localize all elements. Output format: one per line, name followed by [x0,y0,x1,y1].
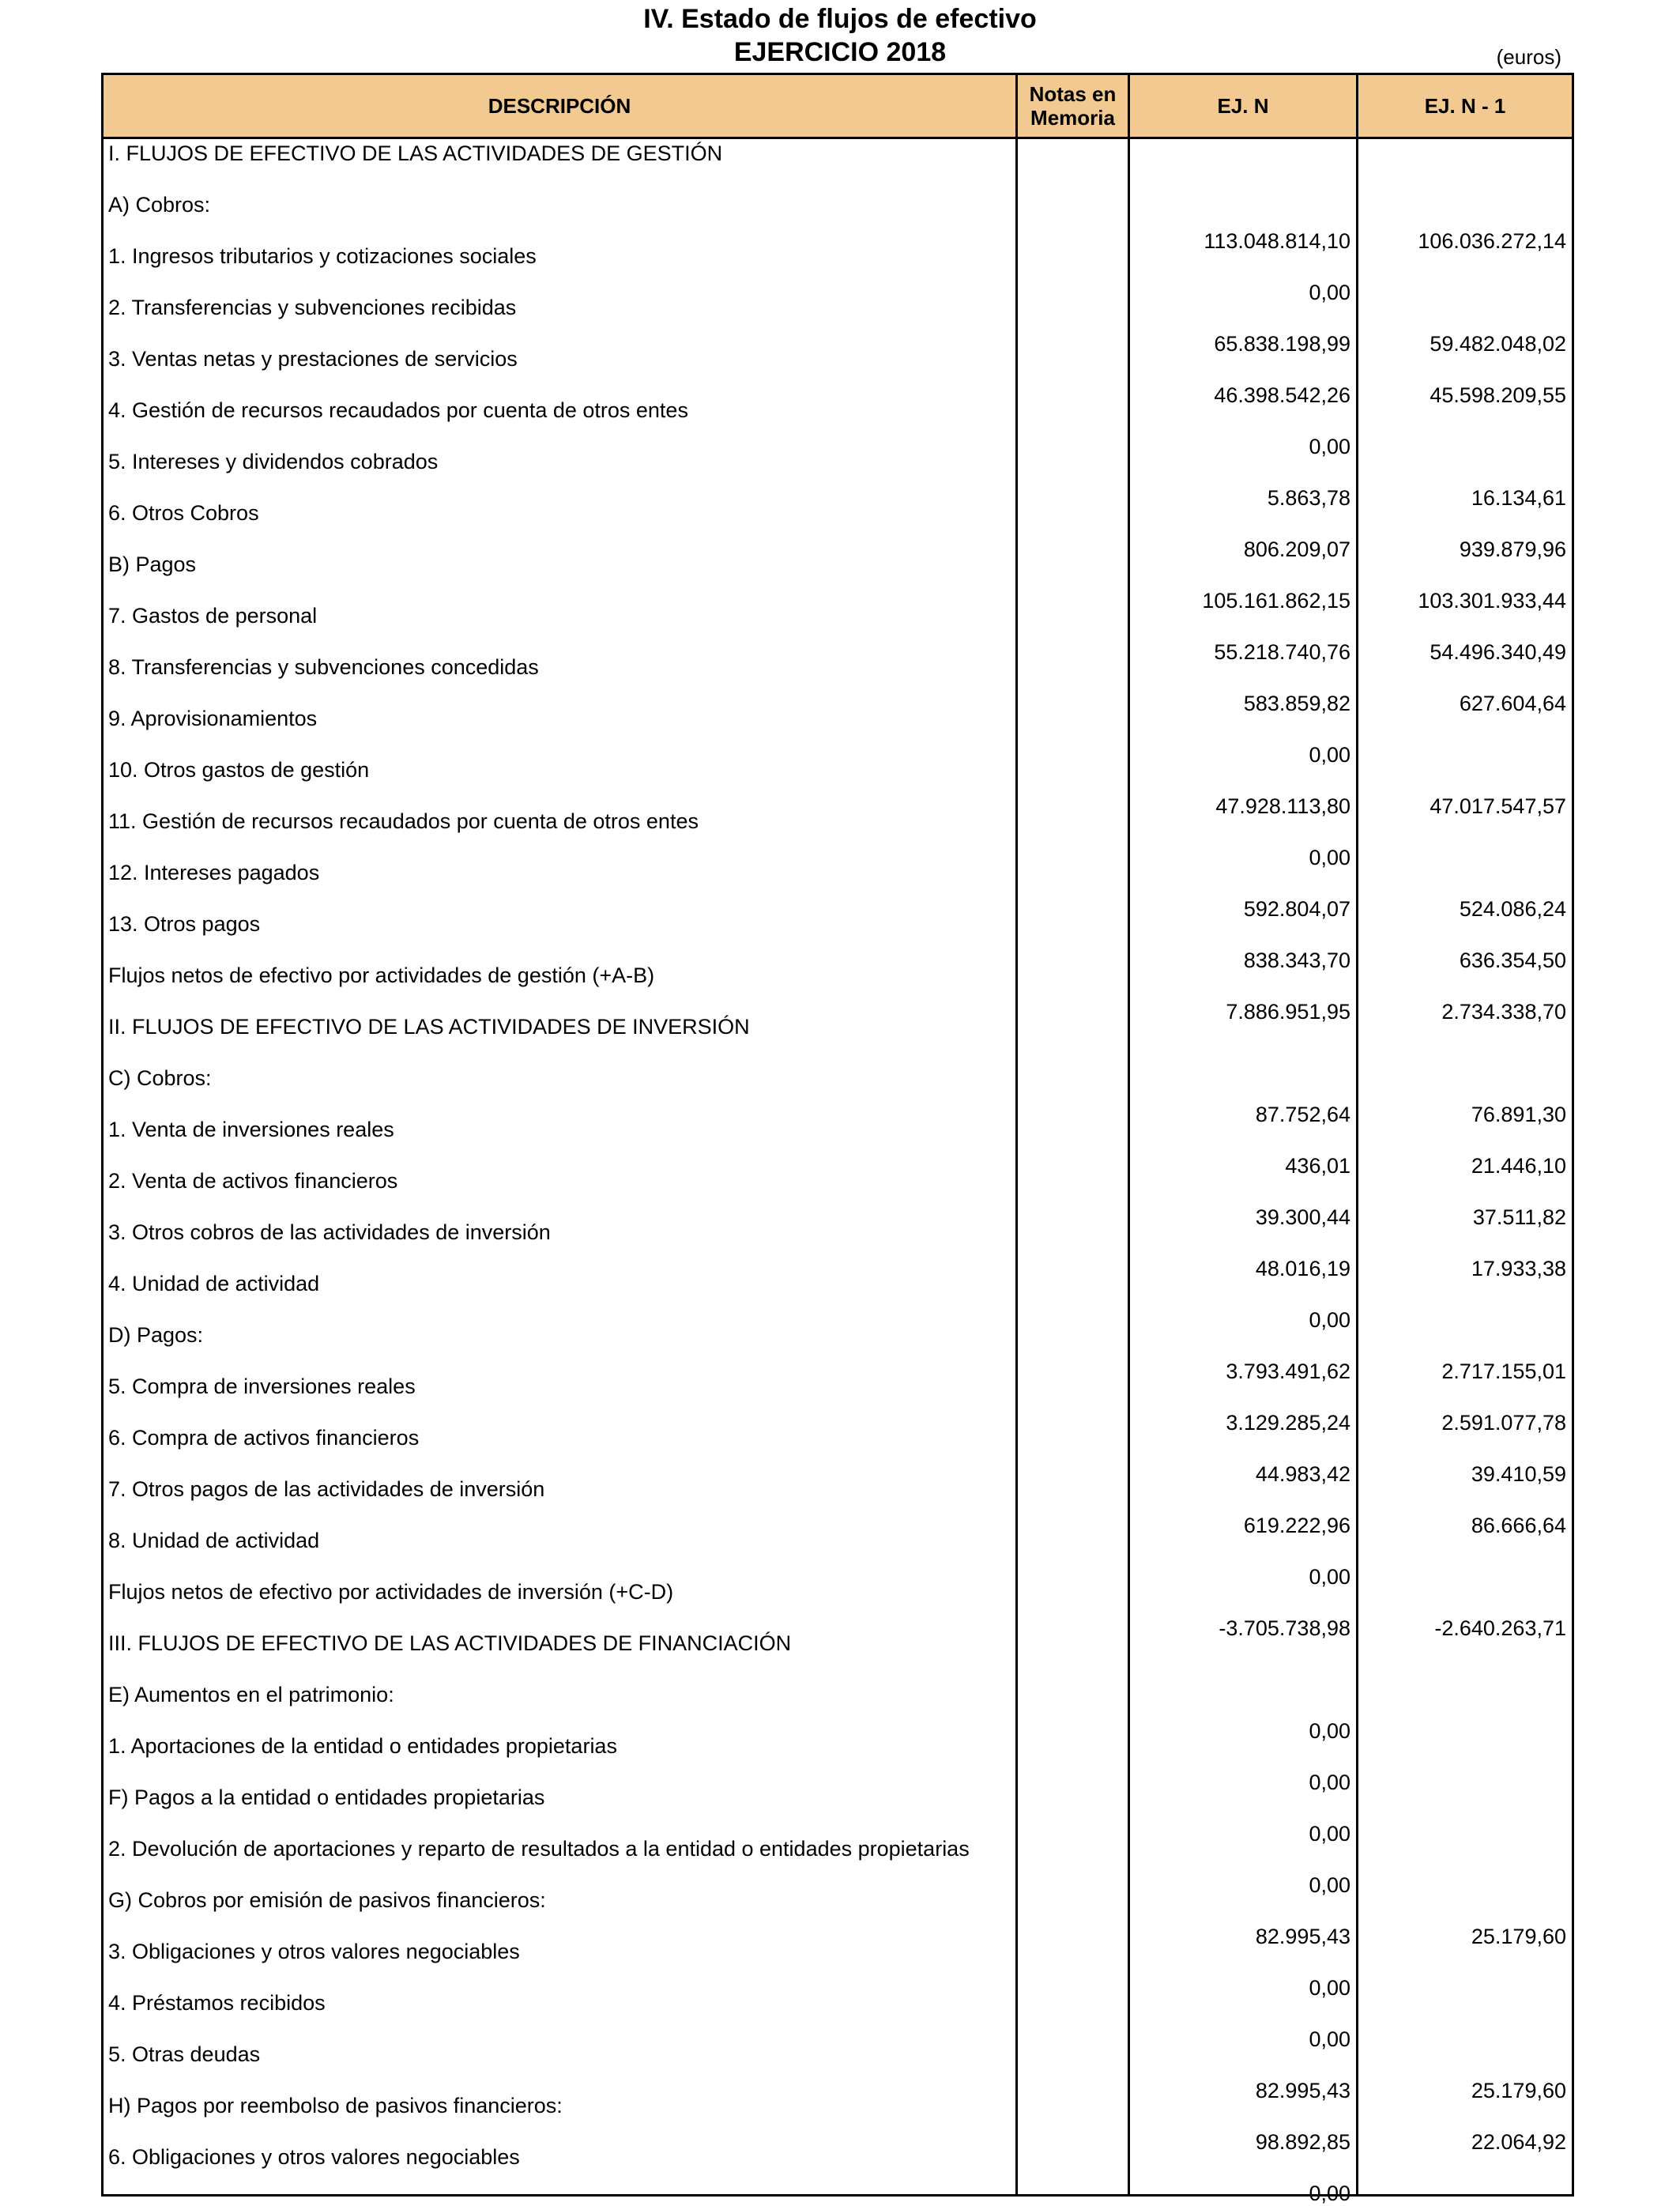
table-row [101,807,1574,869]
row-value-ej-n: 592.804,07 [1128,858,1356,910]
row-description: 11. Gestión de recursos recaudados por cuenta de otros entes [101,807,1015,858]
row-value-ej-n: 113.048.814,10 [1128,190,1356,242]
table-row [101,1167,1574,1229]
row-value-ej-n: 0,00 [1128,704,1356,756]
header-notas: Notas en Memoria [1015,75,1128,137]
row-value-ej-n: 0,00 [1128,1732,1356,1783]
table-row [101,1680,1574,1743]
row-value-ej-n1 [1356,1526,1574,1578]
row-value-ej-n1: 103.301.933,44 [1356,550,1574,601]
table-row [101,1064,1574,1126]
row-description: 10. Otros gastos de gestión [101,756,1015,807]
row-value-ej-n [1128,139,1356,190]
row-notas [1015,1115,1128,1167]
row-description: 12. Intereses pagados [101,858,1015,910]
row-value-ej-n1 [1356,807,1574,858]
table-row [101,139,1574,190]
row-description: 4. Gestión de recursos recaudados por cuenta de otros entes [101,396,1015,447]
table-row [101,1629,1574,1680]
table-row [101,1989,1574,2051]
row-value-ej-n1: 2.591.077,78 [1356,1372,1574,1424]
row-value-ej-n1: 45.598.209,55 [1356,345,1574,396]
row-value-ej-n: 3.129.285,24 [1128,1372,1356,1424]
row-notas [1015,550,1128,601]
row-description: E) Aumentos en el patrimonio: [101,1680,1015,1732]
table-row [101,1372,1574,1435]
row-value-ej-n: 82.995,43 [1128,2040,1356,2091]
table-row [101,1886,1574,1948]
row-description: 3. Obligaciones y otros valores negociables [101,1937,1015,1989]
row-value-ej-n1: 25.179,60 [1356,1886,1574,1937]
row-value-ej-n: 7.886.951,95 [1128,961,1356,1012]
row-value-ej-n: 87.752,64 [1128,1064,1356,1115]
header-descripcion: DESCRIPCIÓN [101,75,1015,137]
row-notas [1015,858,1128,910]
row-notas [1015,1578,1128,1629]
table-row [101,2091,1574,2154]
row-value-ej-n [1128,1012,1356,1064]
table-row [101,550,1574,613]
row-value-ej-n1 [1356,396,1574,447]
units-label: (euros) [1496,45,1561,69]
table-row [101,1937,1574,2000]
row-description: 1. Ingresos tributarios y cotizaciones sociales [101,242,1015,293]
row-notas [1015,1629,1128,1680]
table-row [101,1115,1574,1178]
row-notas [1015,1064,1128,1115]
row-value-ej-n: 806.209,07 [1128,499,1356,550]
page-title: IV. Estado de flujos de efectivo [643,4,1037,34]
row-notas [1015,1732,1128,1783]
row-value-ej-n1: -2.640.263,71 [1356,1578,1574,1629]
row-value-ej-n: 39.300,44 [1128,1167,1356,1218]
row-description: 6. Obligaciones y otros valores negociables [101,2143,1015,2194]
row-value-ej-n: 0,00 [1128,396,1356,447]
row-value-ej-n: 0,00 [1128,1835,1356,1886]
row-description: A) Cobros: [101,190,1015,242]
row-notas [1015,1424,1128,1475]
row-value-ej-n1: 106.036.272,14 [1356,190,1574,242]
row-value-ej-n: 5.863,78 [1128,447,1356,499]
row-value-ej-n: 436,01 [1128,1115,1356,1167]
row-notas [1015,447,1128,499]
row-value-ej-n1 [1356,1629,1574,1680]
row-description: 2. Transferencias y subvenciones recibidas [101,293,1015,345]
row-description: B) Pagos [101,550,1015,601]
row-value-ej-n1 [1356,1937,1574,1989]
row-value-ej-n: 583.859,82 [1128,653,1356,704]
row-value-ej-n: 47.928.113,80 [1128,756,1356,807]
row-description: 4. Préstamos recibidos [101,1989,1015,2040]
row-value-ej-n1 [1356,242,1574,293]
row-description: 5. Intereses y dividendos cobrados [101,447,1015,499]
row-value-ej-n: 0,00 [1128,1937,1356,1989]
row-value-ej-n: 65.838.198,99 [1128,293,1356,345]
row-notas [1015,345,1128,396]
row-description: 1. Aportaciones de la entidad o entidades propietarias [101,1732,1015,1783]
table-row [101,1269,1574,1332]
row-value-ej-n1 [1356,1269,1574,1321]
row-value-ej-n1: 16.134,61 [1356,447,1574,499]
table-row [101,1783,1574,1846]
row-value-ej-n: 0,00 [1128,1269,1356,1321]
row-description: 5. Compra de inversiones reales [101,1372,1015,1424]
row-description: 8. Unidad de actividad [101,1526,1015,1578]
row-value-ej-n1: 59.482.048,02 [1356,293,1574,345]
row-value-ej-n: 46.398.542,26 [1128,345,1356,396]
table-row [101,447,1574,510]
table-row [101,704,1574,767]
row-value-ej-n1: 21.446,10 [1356,1115,1574,1167]
row-value-ej-n: 105.161.862,15 [1128,550,1356,601]
row-description: 9. Aprovisionamientos [101,704,1015,756]
row-value-ej-n1 [1356,1680,1574,1732]
table-header [101,75,1574,139]
row-value-ej-n: 0,00 [1128,2143,1356,2194]
table-row [101,396,1574,458]
row-notas [1015,1526,1128,1578]
row-value-ej-n: 3.793.491,62 [1128,1321,1356,1372]
table-row [101,756,1574,818]
row-notas [1015,1372,1128,1424]
row-description: I. FLUJOS DE EFECTIVO DE LAS ACTIVIDADES DE GESTIÓN [101,139,1015,190]
row-value-ej-n1: 939.879,96 [1356,499,1574,550]
row-value-ej-n: 55.218.740,76 [1128,601,1356,653]
row-description: Flujos netos de efectivo por actividades de gestión (+A-B) [101,961,1015,1012]
table-row [101,242,1574,304]
row-value-ej-n1: 47.017.547,57 [1356,756,1574,807]
table-row [101,190,1574,253]
table-row [101,653,1574,715]
row-description: D) Pagos: [101,1321,1015,1372]
row-notas [1015,139,1128,190]
row-description: 4. Unidad de actividad [101,1269,1015,1321]
row-value-ej-n1: 39.410,59 [1356,1424,1574,1475]
row-description: 8. Transferencias y subvenciones concedidas [101,653,1015,704]
row-notas [1015,1167,1128,1218]
table-row [101,1012,1574,1064]
row-notas [1015,1218,1128,1269]
row-notas [1015,1269,1128,1321]
row-notas [1015,2143,1128,2194]
row-value-ej-n1: 54.496.340,49 [1356,601,1574,653]
table-row [101,1732,1574,1794]
table-row [101,1321,1574,1383]
row-notas [1015,653,1128,704]
row-value-ej-n1: 86.666,64 [1356,1475,1574,1526]
row-notas [1015,190,1128,242]
table-row [101,1835,1574,1897]
row-notas [1015,1886,1128,1937]
row-value-ej-n: 619.222,96 [1128,1475,1356,1526]
row-description: 6. Otros Cobros [101,499,1015,550]
row-value-ej-n1: 524.086,24 [1356,858,1574,910]
row-notas [1015,2040,1128,2091]
table-body [101,139,1574,2205]
row-description: H) Pagos por reembolso de pasivos financieros: [101,2091,1015,2143]
row-value-ej-n1: 37.511,82 [1356,1167,1574,1218]
row-notas [1015,807,1128,858]
table-row [101,293,1574,356]
row-notas [1015,1321,1128,1372]
row-value-ej-n1: 2.734.338,70 [1356,961,1574,1012]
row-notas [1015,1937,1128,1989]
row-notas [1015,1012,1128,1064]
row-value-ej-n: 0,00 [1128,807,1356,858]
row-value-ej-n1 [1356,704,1574,756]
row-value-ej-n1 [1356,1012,1574,1064]
table-row [101,601,1574,664]
table-row [101,1475,1574,1537]
row-notas [1015,1783,1128,1835]
row-value-ej-n1: 25.179,60 [1356,2040,1574,2091]
row-notas [1015,242,1128,293]
table-row [101,2040,1574,2102]
row-description: 2. Venta de activos financieros [101,1167,1015,1218]
row-value-ej-n1 [1356,1835,1574,1886]
row-value-ej-n: 0,00 [1128,1783,1356,1835]
row-value-ej-n1: 627.604,64 [1356,653,1574,704]
row-notas [1015,1989,1128,2040]
row-value-ej-n1 [1356,2143,1574,2194]
row-value-ej-n: 0,00 [1128,1526,1356,1578]
table-row [101,961,1574,1024]
row-notas [1015,756,1128,807]
row-value-ej-n: 48.016,19 [1128,1218,1356,1269]
row-description: 5. Otras deudas [101,2040,1015,2091]
row-notas [1015,293,1128,345]
row-notas [1015,499,1128,550]
row-description: 2. Devolución de aportaciones y reparto de resultados a la entidad o entidades propietarias [101,1835,1015,1886]
row-value-ej-n1 [1356,1732,1574,1783]
row-value-ej-n1 [1356,139,1574,190]
row-value-ej-n: 82.995,43 [1128,1886,1356,1937]
table-row [101,1424,1574,1486]
row-value-ej-n: 0,00 [1128,1989,1356,2040]
table-row [101,1218,1574,1280]
row-notas [1015,601,1128,653]
row-notas [1015,396,1128,447]
row-value-ej-n: 44.983,42 [1128,1424,1356,1475]
table-row [101,2143,1574,2205]
row-description: F) Pagos a la entidad o entidades propietarias [101,1783,1015,1835]
row-description: 1. Venta de inversiones reales [101,1115,1015,1167]
row-value-ej-n: 838.343,70 [1128,910,1356,961]
row-value-ej-n1: 17.933,38 [1356,1218,1574,1269]
page-subtitle: EJERCICIO 2018 [733,37,947,67]
row-description: G) Cobros por emisión de pasivos financieros: [101,1886,1015,1937]
row-notas [1015,910,1128,961]
row-value-ej-n [1128,1629,1356,1680]
row-description: II. FLUJOS DE EFECTIVO DE LAS ACTIVIDADES DE INVERSIÓN [101,1012,1015,1064]
cash-flow-table [101,73,1574,2205]
table-row [101,910,1574,972]
row-description: 3. Otros cobros de las actividades de inversión [101,1218,1015,1269]
table-row [101,858,1574,921]
row-value-ej-n: 0,00 [1128,1680,1356,1732]
row-description: Flujos netos de efectivo por actividades de inversión (+C-D) [101,1578,1015,1629]
row-value-ej-n1: 22.064,92 [1356,2091,1574,2143]
row-value-ej-n1: 636.354,50 [1356,910,1574,961]
row-description: C) Cobros: [101,1064,1015,1115]
row-value-ej-n1: 2.717.155,01 [1356,1321,1574,1372]
row-description: 7. Gastos de personal [101,601,1015,653]
row-notas [1015,2091,1128,2143]
row-description: 6. Compra de activos financieros [101,1424,1015,1475]
row-notas [1015,1475,1128,1526]
row-value-ej-n: 98.892,85 [1128,2091,1356,2143]
row-description: 13. Otros pagos [101,910,1015,961]
row-value-ej-n1 [1356,1783,1574,1835]
row-notas [1015,1680,1128,1732]
row-value-ej-n1: 76.891,30 [1356,1064,1574,1115]
table-row [101,1578,1574,1640]
row-notas [1015,961,1128,1012]
row-notas [1015,1835,1128,1886]
header-ej-n: EJ. N [1128,75,1356,137]
row-value-ej-n: -3.705.738,98 [1128,1578,1356,1629]
table-row [101,499,1574,561]
table-row [101,1526,1574,1589]
table-row [101,345,1574,407]
row-notas [1015,704,1128,756]
header-ej-n1: EJ. N - 1 [1356,75,1574,137]
row-description: III. FLUJOS DE EFECTIVO DE LAS ACTIVIDADES DE FINANCIACIÓN [101,1629,1015,1680]
row-value-ej-n: 0,00 [1128,242,1356,293]
row-description: 7. Otros pagos de las actividades de inversión [101,1475,1015,1526]
row-value-ej-n1 [1356,1989,1574,2040]
row-description: 3. Ventas netas y prestaciones de servicios [101,345,1015,396]
